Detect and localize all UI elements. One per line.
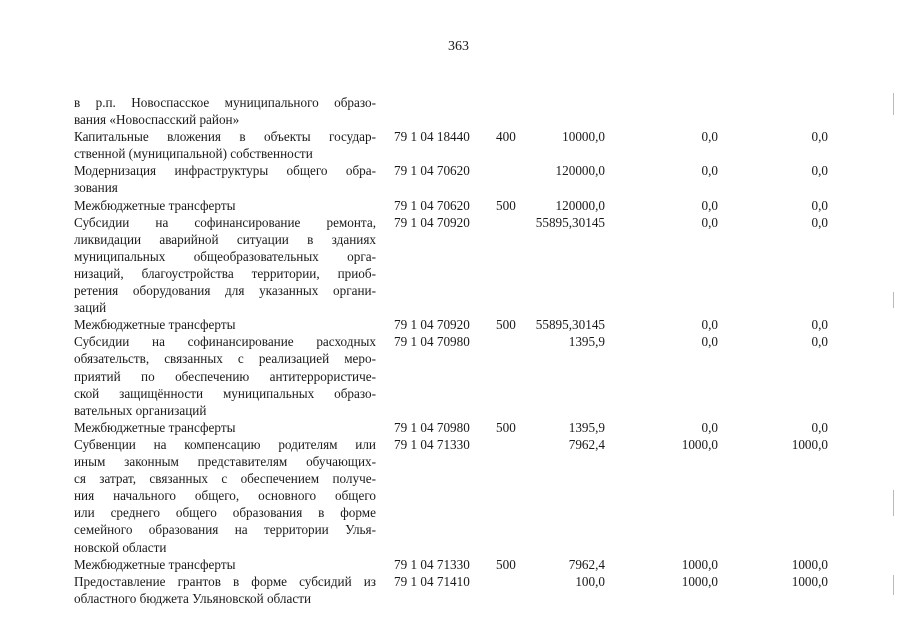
amount-year-1: 7962,4	[568, 556, 605, 572]
expense-type: 500	[496, 317, 516, 333]
amount-year-2: 0,0	[701, 129, 718, 145]
amount-year-3: 0,0	[811, 214, 828, 230]
amount-year-3: 0,0	[811, 129, 828, 145]
description-line: Модернизация инфраструктуры общего обра-	[74, 163, 376, 179]
description-line: ретения оборудования для указанных органи-	[74, 283, 376, 299]
row-description	[74, 556, 376, 573]
description-line: Межбюджетные трансферты	[74, 556, 236, 572]
amount-year-1: 7962,4	[568, 437, 605, 452]
description-line: ния начального общего, основного общего	[74, 488, 376, 504]
description-line: в р.п. Новоспасское муниципального образо-	[74, 95, 376, 110]
expense-type: 500	[496, 197, 516, 213]
description-line: вательных организаций	[74, 402, 207, 418]
target-code: 79 1 04 70620	[394, 197, 470, 213]
amount-year-1: 120000,0	[555, 197, 605, 213]
amount-year-1: 120000,0	[555, 163, 605, 179]
description-line: приятий по обеспечению антитеррористиче-	[74, 368, 376, 384]
scan-mark	[893, 575, 894, 595]
amount-year-3: 1000,0	[791, 573, 828, 589]
amount-year-3: 0,0	[811, 317, 828, 333]
amount-year-3: 0,0	[811, 419, 828, 435]
amount-year-2: 0,0	[701, 197, 718, 213]
target-code: 79 1 04 70920	[394, 214, 470, 230]
amount-year-2: 0,0	[701, 163, 718, 179]
amount-year-1: 1395,9	[568, 419, 605, 435]
description-line: Межбюджетные трансферты	[74, 197, 236, 213]
target-code: 79 1 04 70920	[394, 317, 470, 333]
row-description	[74, 333, 376, 418]
row-description	[74, 94, 376, 128]
amount-year-3: 0,0	[811, 163, 828, 179]
row-description	[74, 573, 376, 607]
amount-year-2: 0,0	[701, 214, 718, 230]
expense-type: 400	[496, 129, 516, 145]
amount-year-1: 10000,0	[562, 129, 605, 145]
description-line: вания «Новоспасский район»	[74, 112, 240, 128]
description-line: новской области	[74, 539, 167, 555]
row-description	[74, 419, 376, 436]
description-line: Предоставление грантов в форме субсидий из	[74, 573, 376, 589]
description-line: обязательств, связанных с реализацией меро-	[74, 351, 376, 367]
amount-year-2: 1000,0	[681, 573, 718, 589]
amount-year-2: 0,0	[701, 419, 718, 435]
amount-year-3: 0,0	[811, 197, 828, 213]
description-line: Межбюджетные трансферты	[74, 419, 236, 435]
target-code: 79 1 04 71330	[394, 437, 470, 452]
target-code: 79 1 04 71410	[394, 573, 470, 589]
amount-year-3: 1000,0	[791, 556, 828, 572]
description-line: зования	[74, 180, 118, 196]
scan-mark	[893, 93, 894, 115]
amount-year-2: 0,0	[701, 317, 718, 333]
description-line: Межбюджетные трансферты	[74, 317, 236, 333]
row-description	[74, 162, 376, 196]
description-line: заций	[74, 300, 107, 316]
expense-type: 500	[496, 419, 516, 435]
amount-year-2: 1000,0	[681, 556, 718, 572]
expense-type: 500	[496, 556, 516, 572]
amount-year-3: 0,0	[811, 334, 828, 350]
description-line: низаций, благоустройства территории, приоб-	[74, 265, 376, 281]
description-line: или среднего общего образования в форме	[74, 505, 376, 521]
row-description	[74, 197, 376, 214]
description-line: областного бюджета Ульяновской области	[74, 590, 312, 606]
scan-mark	[893, 490, 894, 516]
description-line: муниципальных общеобразовательных орга-	[74, 248, 376, 264]
description-line: семейного образования на территории Улья-	[74, 522, 376, 538]
amount-year-1: 55895,30145	[535, 317, 605, 333]
description-line: иным законным представителям обучающих-	[74, 454, 376, 470]
row-description	[74, 316, 376, 333]
target-code: 79 1 04 70980	[394, 419, 470, 435]
row-description	[74, 214, 376, 317]
description-line: Субсидии на софинансирование расходных	[74, 334, 376, 350]
description-line: ственной (муниципальной) собственности	[74, 146, 313, 162]
amount-year-3: 1000,0	[791, 437, 828, 452]
amount-year-1: 100,0	[575, 573, 605, 589]
target-code: 79 1 04 70620	[394, 163, 470, 179]
description-line: Капитальные вложения в объекты государ-	[74, 129, 376, 145]
target-code: 79 1 04 18440	[394, 129, 470, 145]
amount-year-1: 55895,30145	[535, 214, 605, 230]
row-description	[74, 436, 376, 556]
description-line: Субвенции на компенсацию родителям или	[74, 437, 376, 452]
amount-year-1: 1395,9	[568, 334, 605, 350]
amount-year-2: 0,0	[701, 334, 718, 350]
description-line: Субсидии на софинансирование ремонта,	[74, 214, 376, 230]
target-code: 79 1 04 71330	[394, 556, 470, 572]
description-line: ся затрат, связанных с обеспечением получе-	[74, 471, 376, 487]
description-line: ликвидации аварийной ситуации в зданиях	[74, 231, 376, 247]
description-line: ской защищённости муниципальных образо-	[74, 385, 376, 401]
target-code: 79 1 04 70980	[394, 334, 470, 350]
page-number: 363	[448, 39, 469, 54]
amount-year-2: 1000,0	[681, 437, 718, 452]
scan-mark	[893, 292, 894, 308]
row-description	[74, 128, 376, 162]
